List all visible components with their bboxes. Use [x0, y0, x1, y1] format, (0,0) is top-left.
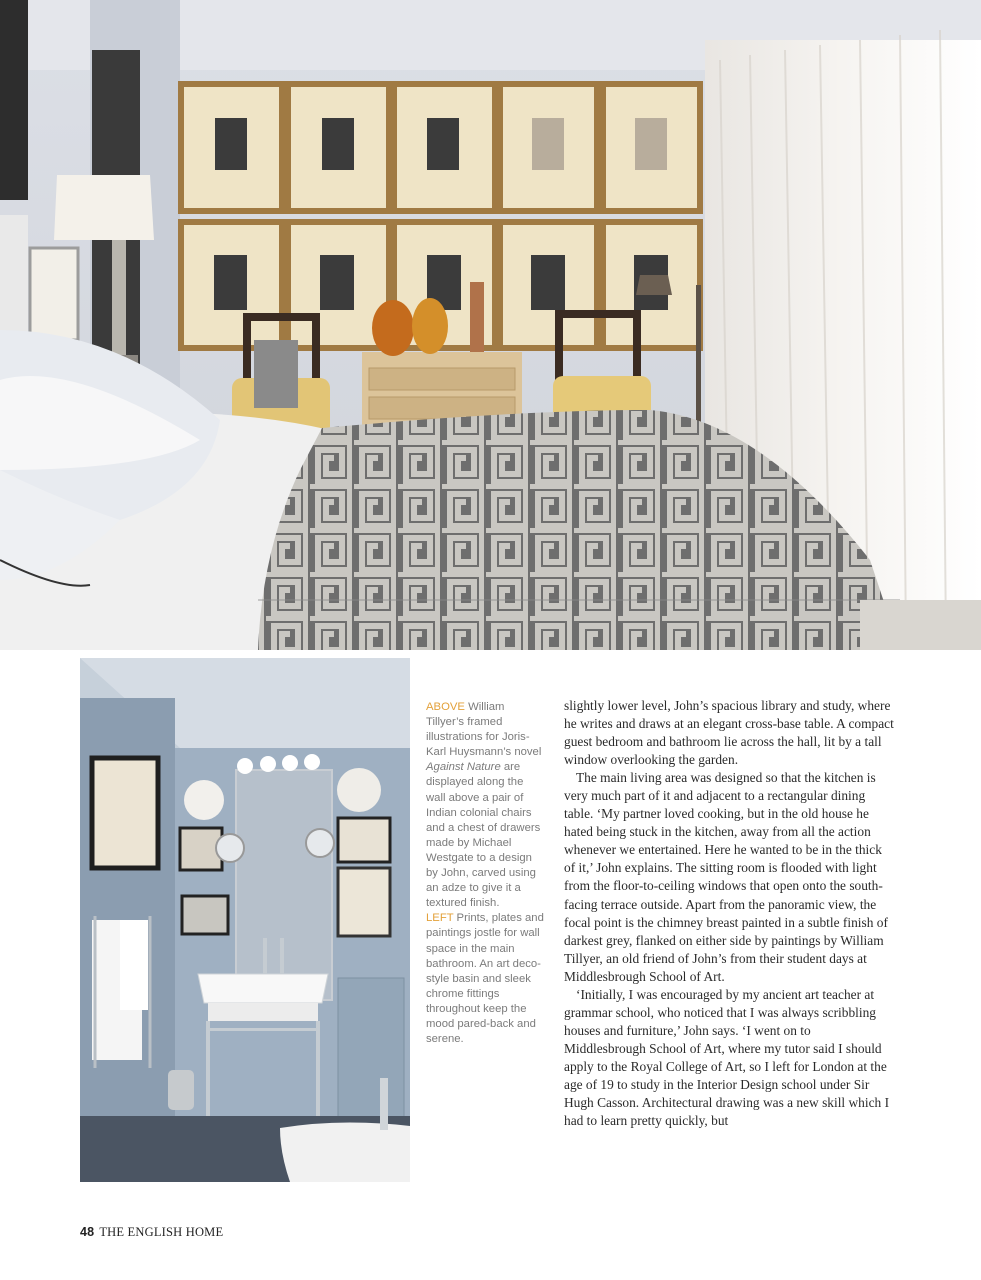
- body-paragraph: slightly lower level, John’s spacious library and study, where he writes and draws at an elegant cross-base table. A compact guest bedroom and bathroom lie across the hall, lit by a tall window overlooking the garden.: [564, 698, 894, 768]
- magazine-name: THE ENGLISH HOME: [99, 1225, 224, 1239]
- body-paragraph: ‘Initially, I was encouraged by my ancient art teacher at grammar school, who noticed that I was always scribbling houses and furniture,’ John says. ‘I went on to Middlesbrough School of Art, where my tutor said I should apply to the Royal College of Art, so I left for London at the age of 19 to study in the Interior Design school under Sir Hugh Casson. Architectural drawing was a new skill which I had to learn pretty quickly, but: [564, 986, 890, 1129]
- caption-above-keyword: ABOVE: [426, 701, 465, 713]
- caption-left: [426, 911, 544, 1047]
- caption-above: [426, 700, 544, 911]
- photo-caption: [426, 700, 544, 1047]
- caption-above-text: William Tillyer’s framed illustrations for Joris-Karl Huysmann’s novel: [426, 701, 542, 759]
- caption-left-keyword: LEFT: [426, 912, 454, 925]
- caption-left-text: Prints, plates and paintings jostle for wall space in the main bathroom. An art deco-style basin and sleek chrome fittings throughout keep the mood pared-back and serene.: [426, 912, 544, 1046]
- caption-book-title: Against Nature: [426, 761, 501, 774]
- article-body: [564, 697, 894, 1130]
- page-number: 48: [80, 1225, 95, 1239]
- body-paragraph: The main living area was designed so that the kitchen is very much part of it and adjacent to a rectangular dining table. ‘My partner loved cooking, but in the old house he hated being stuck in the kitchen, away from all the action whenever we entertained. Here he wanted to be in the thick of it,’ John explains. The sitting room is flooded with light from the floor-to-ceiling windows that open onto the south-facing terrace outside. Apart from the panoramic view, the focal point is the chimney breast painted in a subtle finish of darkest grey, flanked on either side by paintings by William Tillyer, an old friend of John’s from their student days at Middlesbrough School of Art.: [564, 770, 888, 984]
- page-footer: [80, 1225, 223, 1240]
- caption-above-text-cont: are displayed along the wall above a pair of Indian colonial chairs and a chest of drawers made by Michael Westgate to a design by John, carved using an adze to give it a textured finish.: [426, 761, 541, 910]
- bathroom-photo: [80, 658, 410, 1182]
